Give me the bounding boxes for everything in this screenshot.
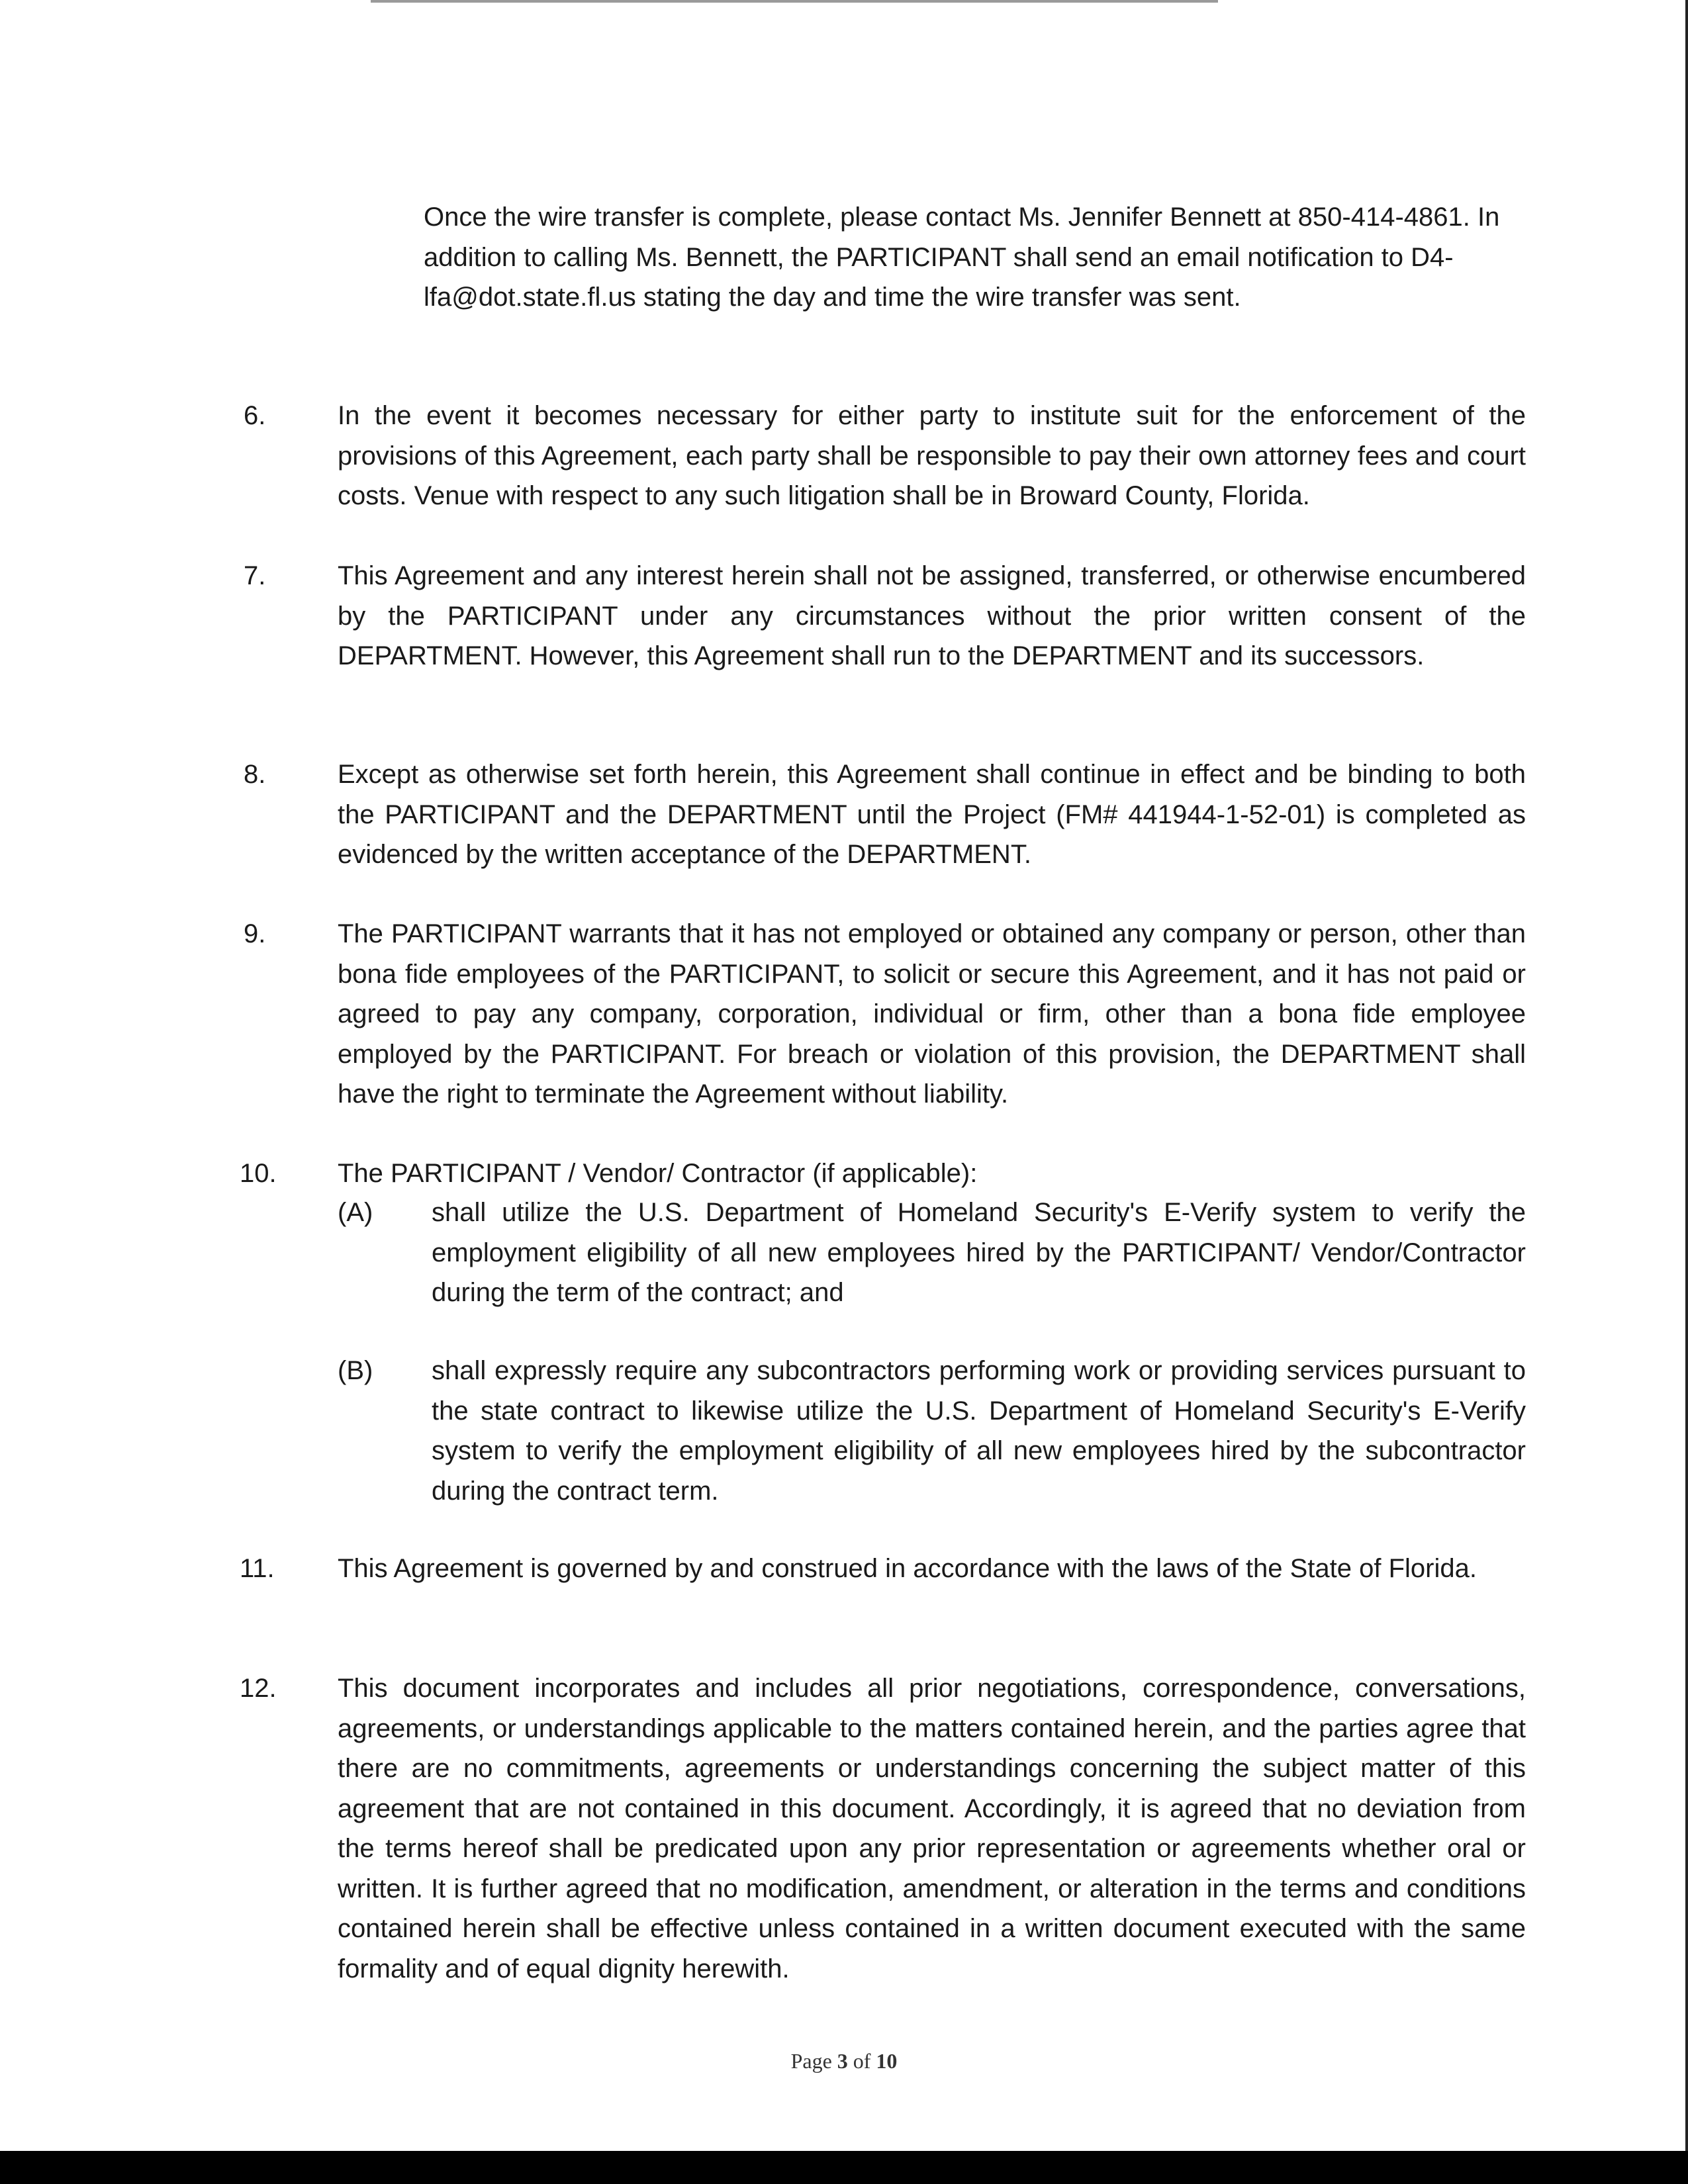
page-footer xyxy=(0,2049,1688,2073)
page-word: Page xyxy=(790,2049,832,2073)
of-word: of xyxy=(853,2049,871,2073)
scan-edge-right xyxy=(1685,0,1688,2151)
subsection-label: (B) xyxy=(338,1356,373,1385)
section-number: 11. xyxy=(240,1554,275,1583)
section-number: 12. xyxy=(240,1674,277,1703)
scan-edge-bottom xyxy=(0,2151,1688,2184)
section-text: This document incorporates and includes all prior negotiations, correspondence, conversations, agreements, or understandings applicable to the matters contained herein, and the parties agree that there are no commitments, agreements or understandings concerning the subject matter of this agreement that are not contained in this document. Accordingly, it is agreed that no deviation from the terms hereof shall be predicated upon any prior representation or agreements whether oral or written. It is further agreed that no modification, amendment, or alteration in the terms and conditions contained herein shall be effective unless contained in a written document executed with the same formality and of equal dignity herewith. xyxy=(338,1674,1526,1983)
section-text: The PARTICIPANT / Vendor/ Contractor (if applicable): xyxy=(338,1159,978,1188)
section-number: 7. xyxy=(244,561,266,590)
subsection-text: shall expressly require any subcontractors performing work or providing services pursuant to the state contract to likewise utilize the U.S. Department of Homeland Security's E-Verify system to verify the employment eligibility of all new employees hired by the subcontractor during the contract term. xyxy=(432,1356,1526,1506)
intro-paragraph: Once the wire transfer is complete, please contact Ms. Jennifer Bennett at 850-414-4861. In addition to calling Ms. Bennett, the PARTICIPANT shall send an email notification to D4-lfa@dot.state.fl.us stating the day and time the wire transfer was sent. xyxy=(424,203,1500,312)
section-text: The PARTICIPANT warrants that it has not employed or obtained any company or person, other than bona fide employees of the PARTICIPANT, to solicit or secure this Agreement, and it has not paid or agreed to pay any company, corporation, individual or firm, other than a bona fide employee employed by the PARTICIPANT. For breach or violation of this provision, the DEPARTMENT shall have the right to terminate the Agreement without liability. xyxy=(338,919,1526,1109)
section-number: 6. xyxy=(244,401,266,430)
total-pages-number: 10 xyxy=(876,2049,898,2073)
subsection-label: (A) xyxy=(338,1198,373,1227)
section-text: In the event it becomes necessary for either party to institute suit for the enforcement of the provisions of this Agreement, each party shall be responsible to pay their own attorney fees and court costs. Venue with respect to any such litigation shall be in Broward County, Florida. xyxy=(338,401,1526,510)
section-number: 8. xyxy=(244,760,266,789)
section-text: This Agreement is governed by and construed in accordance with the laws of the State of Florida. xyxy=(338,1554,1477,1583)
section-number: 10. xyxy=(240,1159,277,1188)
current-page-number: 3 xyxy=(837,2049,848,2073)
scan-edge-top xyxy=(371,0,1218,3)
section-number: 9. xyxy=(244,919,266,948)
section-text: Except as otherwise set forth herein, this Agreement shall continue in effect and be binding to both the PARTICIPANT and the DEPARTMENT until the Project (FM# 441944-1-52-01) is completed as evidenced by the written acceptance of the DEPARTMENT. xyxy=(338,760,1526,869)
subsection-text: shall utilize the U.S. Department of Homeland Security's E-Verify system to verify the employment eligibility of all new employees hired by the PARTICIPANT/ Vendor/Contractor during the term of the contract; and xyxy=(432,1198,1526,1307)
section-text: This Agreement and any interest herein shall not be assigned, transferred, or otherwise encumbered by the PARTICIPANT under any circumstances without the prior written consent of the DEPARTMENT. However, this Agreement shall run to the DEPARTMENT and its successors. xyxy=(338,561,1526,670)
